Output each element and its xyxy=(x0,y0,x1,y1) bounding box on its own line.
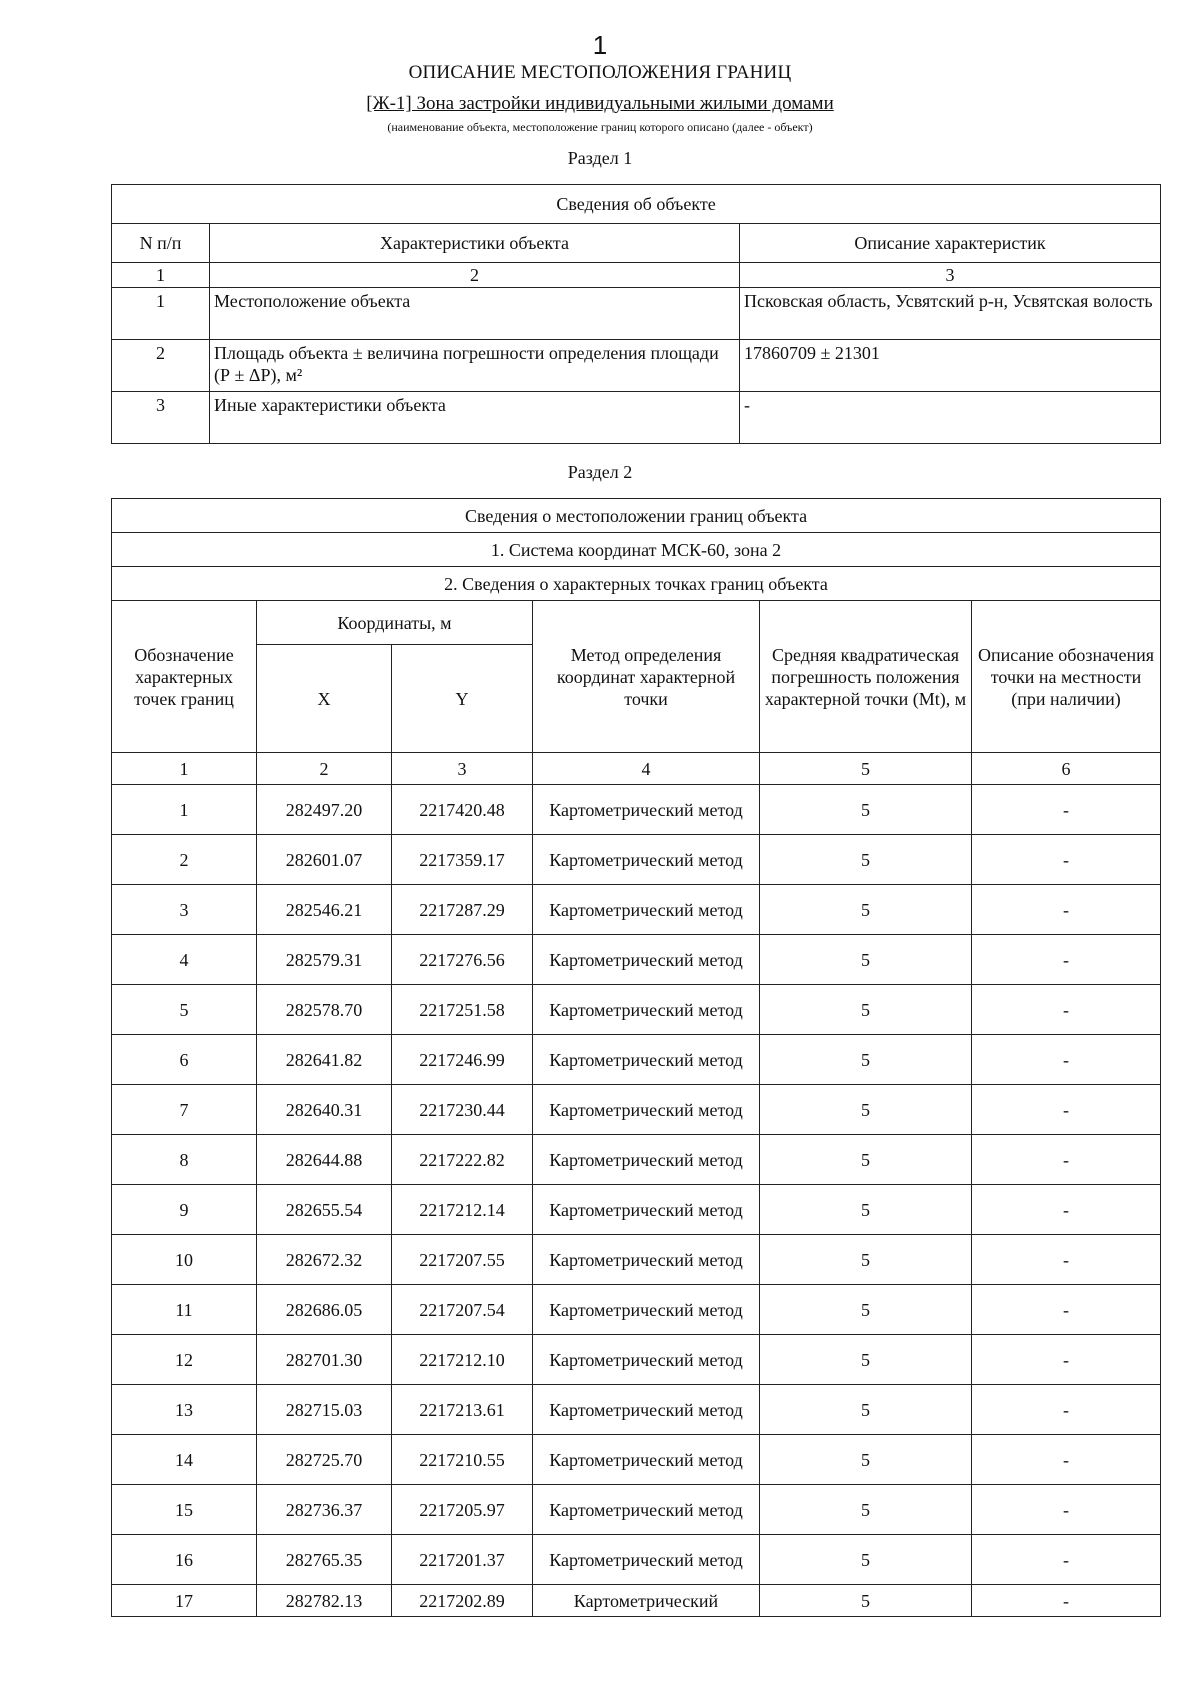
col-number: 2 xyxy=(257,753,392,785)
method-cell: Картометрический метод xyxy=(533,1135,760,1185)
description-cell: - xyxy=(972,1235,1161,1285)
point-number: 2 xyxy=(112,835,257,885)
coord-y: 2217205.97 xyxy=(392,1485,533,1535)
description-cell: - xyxy=(972,885,1161,935)
object-name xyxy=(0,93,1200,115)
table-row xyxy=(112,985,1161,1035)
description-cell: - xyxy=(972,1035,1161,1085)
error-cell: 5 xyxy=(760,1535,972,1585)
table-row xyxy=(112,935,1161,985)
document-title: ОПИСАНИЕ МЕСТОПОЛОЖЕНИЯ ГРАНИЦ xyxy=(408,62,792,83)
col-header-y: Y xyxy=(392,645,533,753)
description-cell: - xyxy=(972,985,1161,1035)
table2-column-numbers xyxy=(112,753,1161,785)
col-number: 1 xyxy=(112,753,257,785)
point-number: 16 xyxy=(112,1535,257,1585)
error-cell: 5 xyxy=(760,1335,972,1385)
coord-y: 2217420.48 xyxy=(392,785,533,835)
coord-x: 282497.20 xyxy=(257,785,392,835)
table2-title-row xyxy=(112,499,1161,533)
table1-header-row xyxy=(112,224,1161,263)
object-info-table xyxy=(111,184,1161,444)
coord-x: 282640.31 xyxy=(257,1085,392,1135)
row-number: 1 xyxy=(112,288,210,340)
table-row xyxy=(112,1285,1161,1335)
page-number: 1 xyxy=(592,30,608,60)
col-number: 2 xyxy=(210,263,740,288)
error-cell: 5 xyxy=(760,985,972,1035)
point-number: 17 xyxy=(112,1585,257,1617)
coord-y: 2217276.56 xyxy=(392,935,533,985)
table-row xyxy=(112,835,1161,885)
coord-x: 282579.31 xyxy=(257,935,392,985)
table-row xyxy=(112,1035,1161,1085)
description-cell: - xyxy=(740,392,1161,444)
coord-y: 2217212.10 xyxy=(392,1335,533,1385)
points-title-row xyxy=(112,567,1161,601)
col-number: 3 xyxy=(740,263,1161,288)
description-cell: - xyxy=(972,1535,1161,1585)
col-number: 6 xyxy=(972,753,1161,785)
col-header-n: N п/п xyxy=(112,224,210,263)
col-header-characteristic: Характеристики объекта xyxy=(210,224,740,263)
error-cell: 5 xyxy=(760,885,972,935)
error-cell: 5 xyxy=(760,1585,972,1617)
method-cell: Картометрический xyxy=(533,1585,760,1617)
point-number: 8 xyxy=(112,1135,257,1185)
table-row xyxy=(112,1335,1161,1385)
point-number: 9 xyxy=(112,1185,257,1235)
table-row xyxy=(112,392,1161,444)
point-number: 13 xyxy=(112,1385,257,1435)
boundary-points-table xyxy=(111,498,1161,1617)
method-cell: Картометрический метод xyxy=(533,1035,760,1085)
method-cell: Картометрический метод xyxy=(533,935,760,985)
coord-x: 282655.54 xyxy=(257,1185,392,1235)
coord-y: 2217210.55 xyxy=(392,1435,533,1485)
point-number: 5 xyxy=(112,985,257,1035)
method-cell: Картометрический метод xyxy=(533,1285,760,1335)
description-cell: - xyxy=(972,1085,1161,1135)
method-cell: Картометрический метод xyxy=(533,1185,760,1235)
error-cell: 5 xyxy=(760,1435,972,1485)
row-number: 3 xyxy=(112,392,210,444)
coord-x: 282715.03 xyxy=(257,1385,392,1435)
description-cell: - xyxy=(972,1335,1161,1385)
coord-system: 1. Система координат МСК-60, зона 2 xyxy=(112,533,1161,567)
table-row xyxy=(112,1085,1161,1135)
table-row xyxy=(112,1585,1161,1617)
error-cell: 5 xyxy=(760,1285,972,1335)
point-number: 11 xyxy=(112,1285,257,1335)
characteristic-cell: Иные характеристики объекта xyxy=(210,392,740,444)
coord-y: 2217222.82 xyxy=(392,1135,533,1185)
coord-y: 2217359.17 xyxy=(392,835,533,885)
error-cell: 5 xyxy=(760,1385,972,1435)
coord-x: 282725.70 xyxy=(257,1435,392,1485)
error-cell: 5 xyxy=(760,1035,972,1085)
description-cell: - xyxy=(972,1135,1161,1185)
coord-y: 2217212.14 xyxy=(392,1185,533,1235)
method-cell: Картометрический метод xyxy=(533,1085,760,1135)
table-row xyxy=(112,1235,1161,1285)
method-cell: Картометрический метод xyxy=(533,1235,760,1285)
error-cell: 5 xyxy=(760,1085,972,1135)
method-cell: Картометрический метод xyxy=(533,1485,760,1535)
method-cell: Картометрический метод xyxy=(533,835,760,885)
description-cell: - xyxy=(972,1385,1161,1435)
table-row xyxy=(112,340,1161,392)
description-cell: 17860709 ± 21301 xyxy=(740,340,1161,392)
table2-title: Сведения о местоположении границ объекта xyxy=(112,499,1161,533)
coord-x: 282765.35 xyxy=(257,1535,392,1585)
coord-x: 282641.82 xyxy=(257,1035,392,1085)
col-header-description: Описание характеристик xyxy=(740,224,1161,263)
characteristic-cell: Площадь объекта ± величина погрешности определения площади (Р ± ΔР), м² xyxy=(210,340,740,392)
point-number: 1 xyxy=(112,785,257,835)
description-cell: - xyxy=(972,835,1161,885)
section1-title: Раздел 1 xyxy=(567,148,633,168)
table1-column-numbers xyxy=(112,263,1161,288)
error-cell: 5 xyxy=(760,1485,972,1535)
method-cell: Картометрический метод xyxy=(533,1385,760,1435)
coord-x: 282782.13 xyxy=(257,1585,392,1617)
table1-title: Сведения об объекте xyxy=(112,185,1161,224)
description-cell: - xyxy=(972,1285,1161,1335)
col-header-error: Средняя квадратическая погрешность положения характерной точки (Mt), м xyxy=(760,601,972,753)
description-cell: - xyxy=(972,1435,1161,1485)
description-cell: - xyxy=(972,1185,1161,1235)
table2-header-row xyxy=(112,601,1161,645)
col-number: 5 xyxy=(760,753,972,785)
error-cell: 5 xyxy=(760,785,972,835)
description-cell: Псковская область, Усвятский р-н, Усвятская волость xyxy=(740,288,1161,340)
point-number: 6 xyxy=(112,1035,257,1085)
method-cell: Картометрический метод xyxy=(533,885,760,935)
col-number: 3 xyxy=(392,753,533,785)
col-header-x: X xyxy=(257,645,392,753)
coord-y: 2217230.44 xyxy=(392,1085,533,1135)
col-number: 4 xyxy=(533,753,760,785)
object-name-note: (наименование объекта, местоположение границ которого описано (далее - объект) xyxy=(387,120,813,134)
table1-title-row xyxy=(112,185,1161,224)
error-cell: 5 xyxy=(760,835,972,885)
table-row xyxy=(112,1435,1161,1485)
error-cell: 5 xyxy=(760,1185,972,1235)
table-row xyxy=(112,1485,1161,1535)
description-cell: - xyxy=(972,1485,1161,1535)
col-number: 1 xyxy=(112,263,210,288)
coord-x: 282701.30 xyxy=(257,1335,392,1385)
coord-y: 2217246.99 xyxy=(392,1035,533,1085)
description-cell: - xyxy=(972,1585,1161,1617)
col-header-coords: Координаты, м xyxy=(257,601,533,645)
coord-y: 2217207.54 xyxy=(392,1285,533,1335)
point-number: 12 xyxy=(112,1335,257,1385)
object-name-text: [Ж-1] Зона застройки индивидуальными жилыми домами xyxy=(366,93,834,114)
coord-y: 2217213.61 xyxy=(392,1385,533,1435)
coord-x: 282736.37 xyxy=(257,1485,392,1535)
method-cell: Картометрический метод xyxy=(533,785,760,835)
table-row xyxy=(112,1385,1161,1435)
col-header-point: Обозначение характерных точек границ xyxy=(112,601,257,753)
table-row xyxy=(112,288,1161,340)
table-row xyxy=(112,1135,1161,1185)
characteristic-cell: Местоположение объекта xyxy=(210,288,740,340)
error-cell: 5 xyxy=(760,1235,972,1285)
table-row xyxy=(112,785,1161,835)
points-body xyxy=(112,785,1161,1617)
row-number: 2 xyxy=(112,340,210,392)
coord-y: 2217202.89 xyxy=(392,1585,533,1617)
error-cell: 5 xyxy=(760,935,972,985)
point-number: 3 xyxy=(112,885,257,935)
table-row xyxy=(112,885,1161,935)
coord-x: 282672.32 xyxy=(257,1235,392,1285)
method-cell: Картометрический метод xyxy=(533,1535,760,1585)
table-row xyxy=(112,1535,1161,1585)
point-number: 14 xyxy=(112,1435,257,1485)
table-row xyxy=(112,1185,1161,1235)
error-cell: 5 xyxy=(760,1135,972,1185)
coord-x: 282686.05 xyxy=(257,1285,392,1335)
coord-x: 282644.88 xyxy=(257,1135,392,1185)
coord-x: 282601.07 xyxy=(257,835,392,885)
coord-x: 282546.21 xyxy=(257,885,392,935)
col-header-description: Описание обозначения точки на местности (при наличии) xyxy=(972,601,1161,753)
points-title: 2. Сведения о характерных точках границ объекта xyxy=(112,567,1161,601)
description-cell: - xyxy=(972,935,1161,985)
method-cell: Картометрический метод xyxy=(533,1335,760,1385)
method-cell: Картометрический метод xyxy=(533,1435,760,1485)
point-number: 15 xyxy=(112,1485,257,1535)
coord-system-row xyxy=(112,533,1161,567)
coord-y: 2217287.29 xyxy=(392,885,533,935)
coord-y: 2217207.55 xyxy=(392,1235,533,1285)
coord-y: 2217201.37 xyxy=(392,1535,533,1585)
coord-x: 282578.70 xyxy=(257,985,392,1035)
point-number: 7 xyxy=(112,1085,257,1135)
point-number: 10 xyxy=(112,1235,257,1285)
section2-title: Раздел 2 xyxy=(567,462,633,482)
point-number: 4 xyxy=(112,935,257,985)
col-header-method: Метод определения координат характерной точки xyxy=(533,601,760,753)
description-cell: - xyxy=(972,785,1161,835)
coord-y: 2217251.58 xyxy=(392,985,533,1035)
method-cell: Картометрический метод xyxy=(533,985,760,1035)
